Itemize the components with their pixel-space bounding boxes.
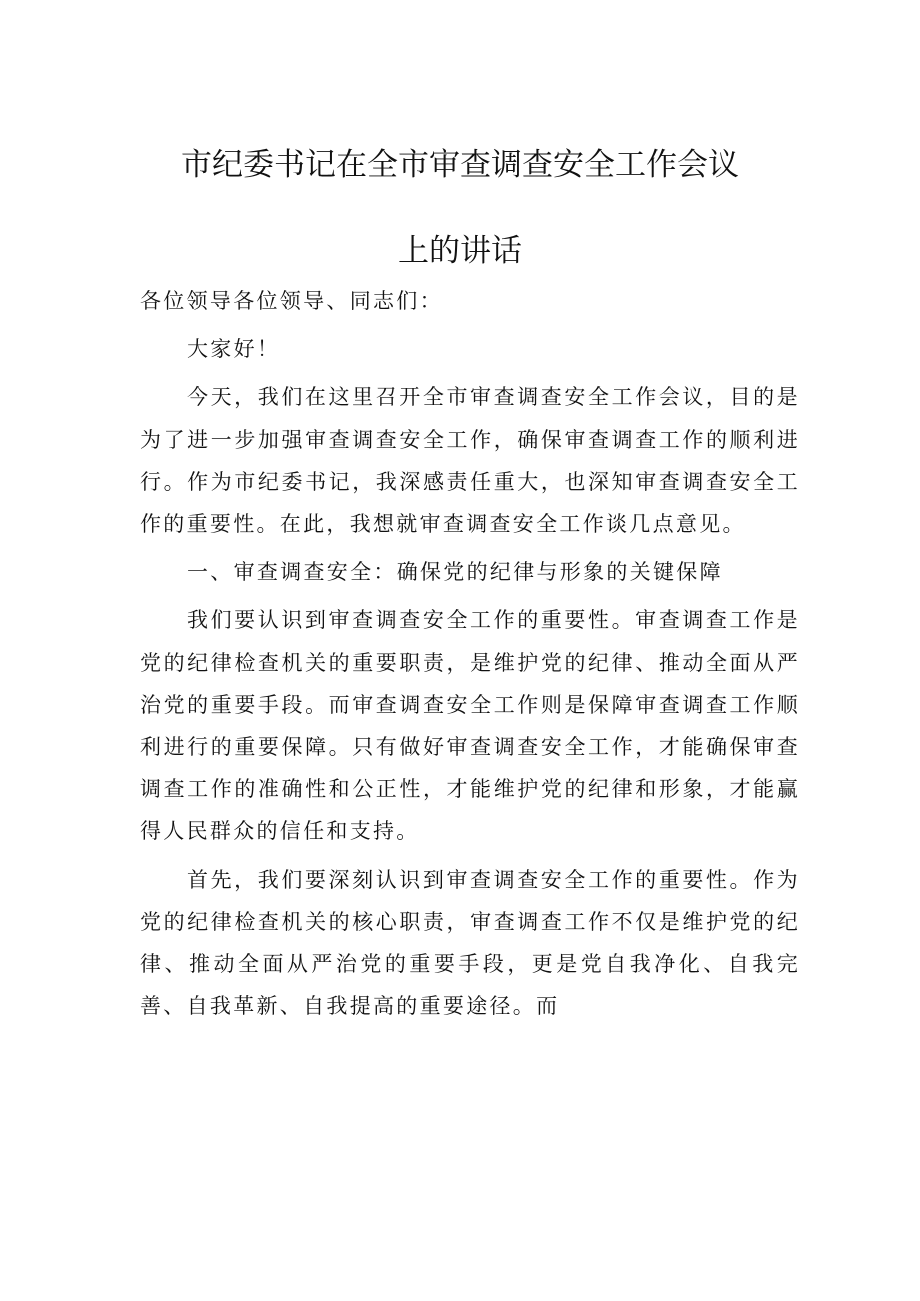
paragraph-importance: 我们要认识到审查调查安全工作的重要性。审查调查工作是党的纪律检查机关的重要职责，是维护党的纪律、推动全面从严治党的重要手段。而审查调查安全工作则是保障审查调查工作顺利进行的重要保障。只有做好审查调查安全工作，才能确保审查调查工作的准确性和公正性，才能维护党的纪律和形象，才能赢得人民群众的信任和支持。 [140,608,800,844]
document-title-line-1: 市纪委书记在全市审查调查安全工作会议 [181,147,739,183]
document-title-line-2: 上的讲话 [398,233,522,269]
section-heading-1: 一、审查调查安全：确保党的纪律与形象的关键保障 [187,560,723,585]
paragraph-first-point: 首先，我们要深刻认识到审查调查安全工作的重要性。作为党的纪律检查机关的核心职责，审查调查工作不仅是维护党的纪律、推动全面从严治党的重要手段，更是党自我净化、自我完善、自我革新、自我提高的重要途径。而 [140,867,800,1019]
salutation: 各位领导各位领导、同志们： [140,289,443,313]
greeting: 大家好！ [187,337,281,362]
paragraph-opening: 今天，我们在这里召开全市审查调查安全工作会议，目的是为了进一步加强审查调查安全工作，确保审查调查工作的顺利进行。作为市纪委书记，我深感责任重大，也深知审查调查安全工作的重要性。在此，我想就审查调查安全工作谈几点意见。 [140,385,800,537]
document-body [140,280,800,1027]
